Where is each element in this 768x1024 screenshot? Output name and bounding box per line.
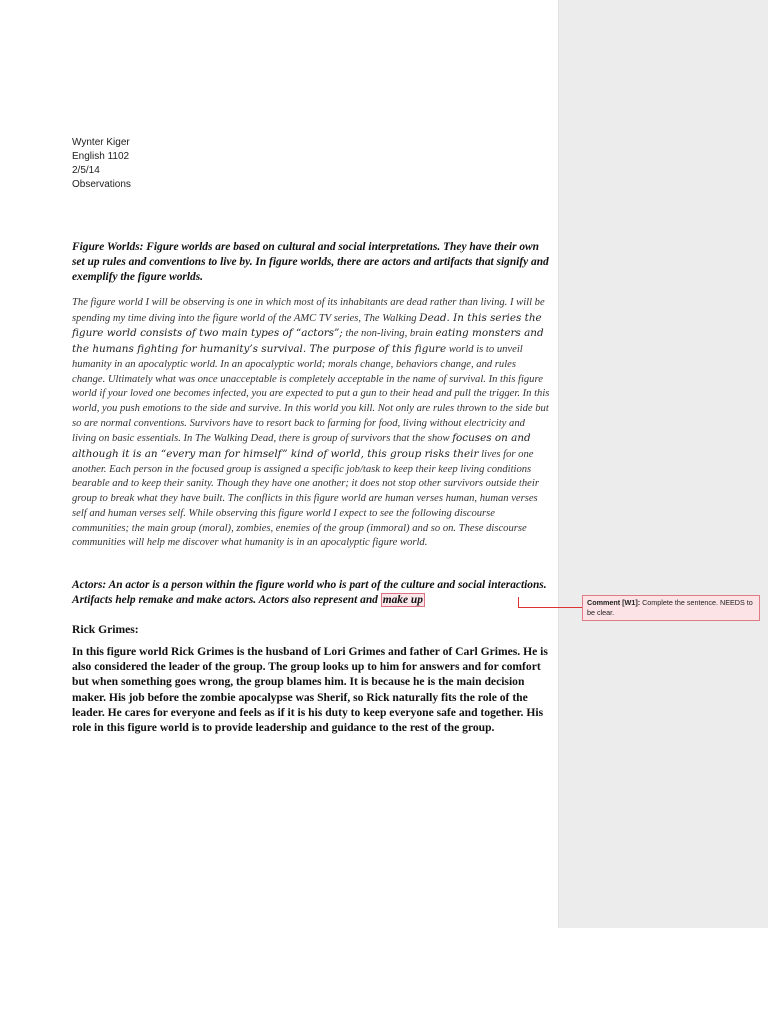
observation-part-3: the non-living, brain xyxy=(342,328,433,340)
comment-text: Complete the sentence. NEEDS to be clear. xyxy=(587,598,753,617)
observation-part-4: eating monsters and the humans fighting for humanity’s survival. The purpose of this figure xyxy=(72,327,544,356)
rick-grimes-paragraph: In this figure world Rick Grimes is the husband of Lori Grimes and father of Carl Grimes. He is also considered the leader of the group. The group looks up to him for answers and for comfort but when something goes wrong, the group blames him. It is because he is the main decision maker. His job before the zombie apocalypse was Sherif, so Rick naturally fits the role of the leader. He cares for everyone and feels as if it is his duty to keep everyone safe and together. His role in this figure world is to provide leadership and guidance to the rest of the group. xyxy=(72,645,548,735)
section-heading-rick-grimes: Rick Grimes: xyxy=(72,623,139,636)
document-title: Observations xyxy=(72,179,131,190)
comment-connector-line xyxy=(518,607,582,608)
comment-margin-pane xyxy=(558,0,768,928)
document-header xyxy=(72,136,131,192)
observation-part-7: lives for one another. Each person in the focused group is assigned a specific job/task to keep their keep living conditions bearable and to keep their sanity. Though they have one another; it does not stop other survivors outside their group to break what they have built. The conflicts in this figure world are human verses human, human verses self and human verses self. While observing this figure world I expect to see the following discourse communities; the main group (moral), zombies, enemies of the group (immoral) and so on. These discourse communities will help me discover what humanity is in an apocalyptic figure world. xyxy=(72,449,539,549)
figure-worlds-definition: Figure Worlds: Figure worlds are based on cultural and social interpretations. They have their own set up rules and conventions to live by. In figure worlds, there are actors and artifacts that signify and exemplify the figure worlds. xyxy=(72,241,549,283)
observation-part-2: Dead. In this series the figure world consists of two main types of “actors”; xyxy=(72,311,542,340)
actors-definition-text: Actors: An actor is a person within the figure world who is part of the culture and social interactions. Artifacts help remake and make actors. Actors also represent and xyxy=(72,579,547,606)
observation-paragraph xyxy=(72,296,550,551)
comment-author: Comment [W1]: xyxy=(587,598,641,607)
course-name: English 1102 xyxy=(72,151,130,162)
observation-part-6: focuses on and although it is an “every man for himself” kind of world, this group risks their xyxy=(72,432,531,461)
observation-part-1: The figure world I will be observing is one in which most of its inhabitants are dead rather than living. I will be spending my time diving into the figure world of the AMC TV series, The Walking xyxy=(72,297,545,324)
author-name: Wynter Kiger xyxy=(72,137,130,148)
document-date: 2/5/14 xyxy=(72,165,100,176)
comment-balloon[interactable] xyxy=(582,595,760,621)
comment-highlighted-text[interactable]: make up xyxy=(382,594,423,606)
actors-definition xyxy=(72,578,550,608)
observation-part-5: world is to unveil humanity in an apocalyptic world. In an apocalyptic world; morals change, behaviors change, and rules change. Ultimately what was once unacceptable is completely acceptable in the name of survival. In this figure world if your loved one becomes infected, you are expected to put a gun to their head and pull the trigger. In this world, you push emotions to the side and survive. In this world you kill. Not only are rules thrown to the side but so are normal conventions. Survivors have to resort back to farming for food, living without electricity and living on basic essentials. In The Walking Dead, there is group of survivors that the show xyxy=(72,344,550,445)
